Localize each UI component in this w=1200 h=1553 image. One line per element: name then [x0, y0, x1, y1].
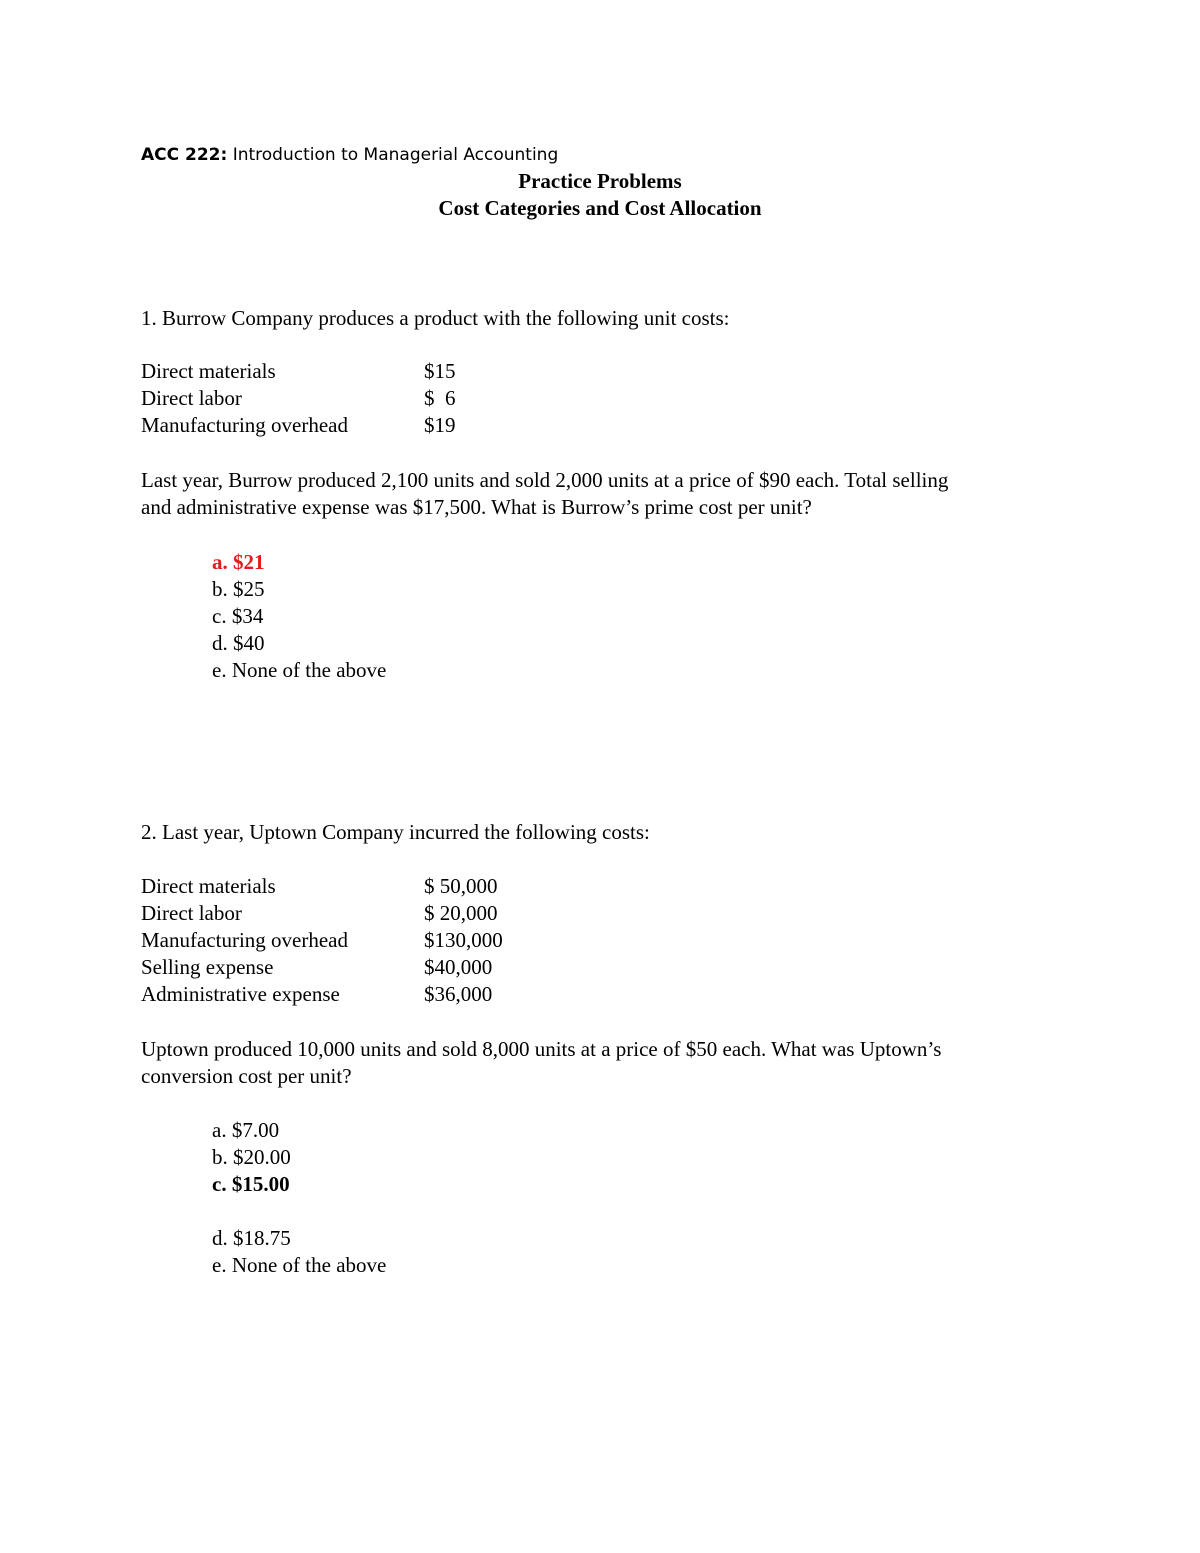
q1-cost-table	[141, 358, 574, 439]
q2-cost-row	[141, 954, 574, 981]
q2-cost-row	[141, 927, 574, 954]
q2-choice-d: d. $18.75	[212, 1226, 291, 1250]
q1-choice-e: e. None of the above	[212, 658, 387, 682]
cost-label: Administrative expense	[141, 982, 340, 1006]
q2-question	[141, 1036, 1071, 1090]
cost-value: $36,000	[424, 982, 493, 1006]
document-subtitle: Cost Categories and Cost Allocation	[438, 196, 762, 220]
q1-cost-row	[141, 358, 574, 385]
q1-choice-c: c. $34	[212, 604, 264, 628]
q2-choice-e: e. None of the above	[212, 1253, 387, 1277]
q1-prompt: 1. Burrow Company produces a product with the following unit costs:	[141, 306, 730, 330]
cost-value: $ 6	[424, 386, 456, 410]
q1-choice-a-correct: a. $21	[212, 550, 265, 574]
q1-question-line: and administrative expense was $17,500. What is Burrow’s prime cost per unit?	[141, 495, 812, 519]
q2-question-line: Uptown produced 10,000 units and sold 8,000 units at a price of $50 each. What was Uptown’s	[141, 1037, 942, 1061]
q2-choice-b: b. $20.00	[212, 1145, 291, 1169]
cost-value: $40,000	[424, 955, 493, 979]
cost-value: $ 20,000	[424, 901, 498, 925]
q2-cost-table	[141, 873, 574, 1008]
cost-label: Direct labor	[141, 901, 242, 925]
cost-label: Direct materials	[141, 874, 276, 898]
q2-cost-row	[141, 981, 574, 1008]
document-title: Practice Problems	[518, 169, 682, 193]
cost-label: Direct materials	[141, 359, 276, 383]
q1-question	[141, 467, 1071, 521]
cost-label: Manufacturing overhead	[141, 413, 348, 437]
q2-question-line: conversion cost per unit?	[141, 1064, 352, 1088]
cost-value: $15	[424, 359, 456, 383]
q2-cost-row	[141, 900, 574, 927]
q1-choice-d: d. $40	[212, 631, 265, 655]
cost-value: $ 50,000	[424, 874, 498, 898]
course-code: ACC 222:	[141, 145, 228, 165]
q2-choices	[212, 1117, 291, 1198]
course-name: Introduction to Managerial Accounting	[227, 145, 559, 165]
cost-value: $19	[424, 413, 456, 437]
q1-cost-row	[141, 385, 574, 412]
q2-cost-row	[141, 873, 574, 900]
q1-choice-b: b. $25	[212, 577, 265, 601]
q1-question-line: Last year, Burrow produced 2,100 units and sold 2,000 units at a price of $90 each. Total selling	[141, 468, 949, 492]
q1-choices	[212, 549, 386, 684]
course-heading	[141, 143, 558, 167]
q2-choices-continued	[212, 1225, 386, 1279]
cost-label: Selling expense	[141, 955, 274, 979]
cost-label: Direct labor	[141, 386, 242, 410]
q2-prompt: 2. Last year, Uptown Company incurred the following costs:	[141, 820, 650, 844]
q2-choice-c-correct: c. $15.00	[212, 1172, 290, 1196]
cost-value: $130,000	[424, 928, 503, 952]
cost-label: Manufacturing overhead	[141, 928, 348, 952]
q1-cost-row	[141, 412, 574, 439]
q2-choice-a: a. $7.00	[212, 1118, 280, 1142]
